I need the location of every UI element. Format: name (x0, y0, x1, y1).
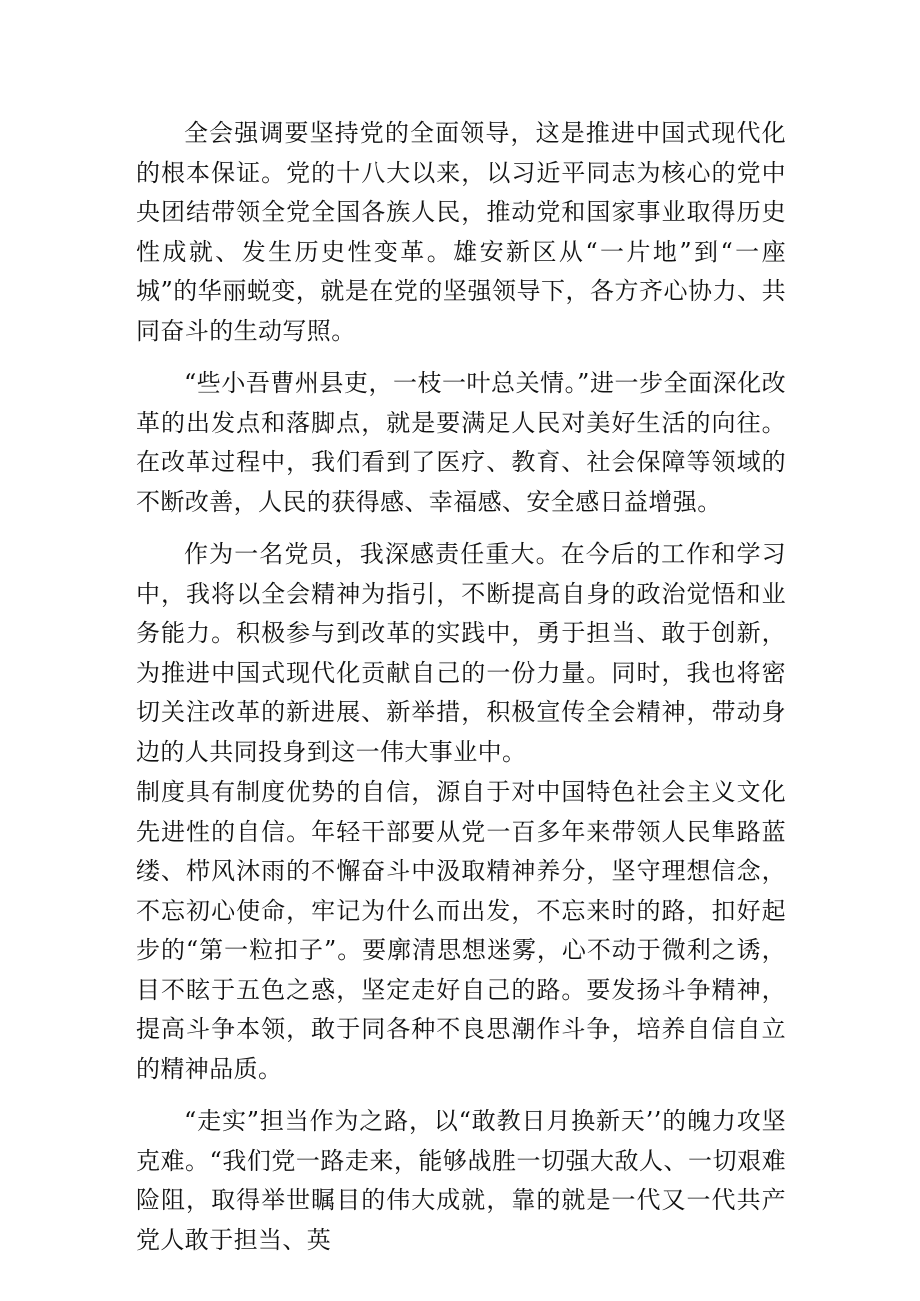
paragraph-1: 全会强调要坚持党的全面领导，这是推进中国式现代化的根本保证。党的十八大以来，以习近平同志为核心的党中央团结带领全党全国各族人民，推动党和国家事业取得历史性成就、发生历史性变革。雄安新区从“一片地”到“一座城”的华丽蜕变，就是在党的坚强领导下，各方齐心协力、共同奋斗的生动写照。 (136, 119, 786, 345)
paragraph-4: 制度具有制度优势的自信，源自于对中国特色社会主义文化先进性的自信。年轻干部要从党一百多年来带领人民隼路蓝缕、栉风沐雨的不懈奋斗中汲取精神养分，坚守理想信念，不忘初心使命，牢记为什么而出发，不忘来时的路，扣好起步的“第一粒扣子”。要廓清思想迷雾，心不动于微利之诱，目不眩于五色之惑，坚定走好自己的路。要发扬斗争精神，提高斗争本领，敢于同各种不良思潮作斗争，培养自信自立的精神品质。 (136, 778, 786, 1083)
document-body (136, 114, 786, 1260)
paragraph-5: “走实”担当作为之路，以“敢教日月换新天’’的魄力攻坚克难。“我们党一路走来，能够战胜一切强大敌人、一切艰难险阻，取得举世瞩目的伟大成就，靠的就是一代又一代共产党人敢于担当、英 (136, 1107, 786, 1254)
paragraph-3: 作为一名党员，我深感责任重大。在今后的工作和学习中，我将以全会精神为指引，不断提高自身的政治觉悟和业务能力。积极参与到改革的实践中，勇于担当、敢于创新，为推进中国式现代化贡献自己的一份力量。同时，我也将密切关注改革的新进展、新举措，积极宣传全会精神，带动身边的人共同投身到这一伟大事业中。 (136, 540, 786, 766)
paragraph-2: “些小吾曹州县吏，一枝一叶总关情。”进一步全面深化改革的出发点和落脚点，就是要满足人民对美好生活的向往。在改革过程中，我们看到了医疗、教育、社会保障等领域的不断改善，人民的获得感、幸福感、安全感日益增强。 (136, 369, 786, 516)
